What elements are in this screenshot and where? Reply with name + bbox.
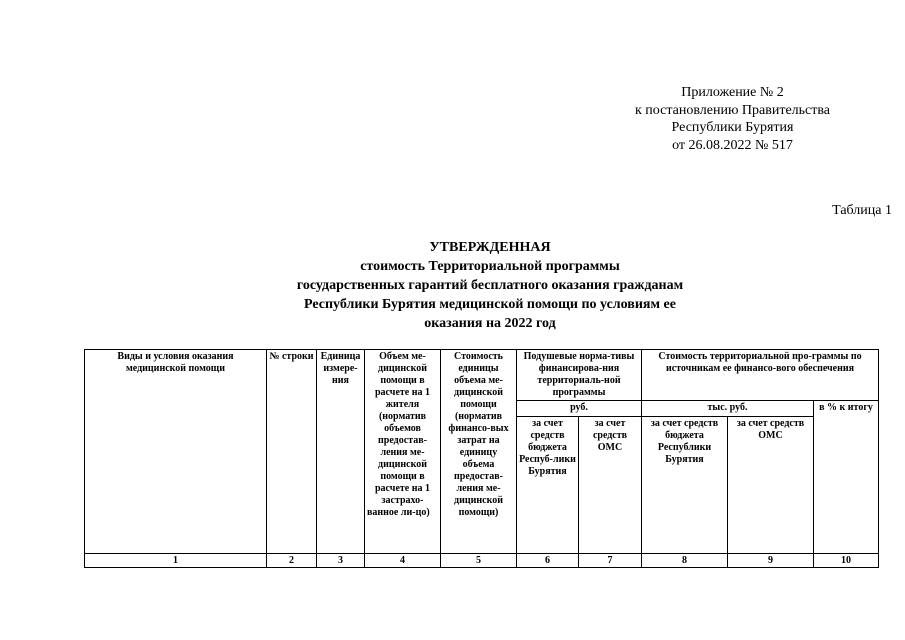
header-row-1 bbox=[85, 350, 879, 401]
column-number: 6 bbox=[517, 554, 579, 568]
header-volume: Объем ме-дицинской помощи в расчете на 1 жителя (норматив объемов предостав-ления ме-дицинской помощи в расчете на 1 застрахо-ванное ли-цо) bbox=[365, 350, 441, 554]
column-number: 5 bbox=[441, 554, 517, 568]
header-oms-thousand: за счет средств ОМС bbox=[728, 417, 814, 554]
column-number: 3 bbox=[317, 554, 365, 568]
title-line-4: Республики Бурятия медицинской помощи по условиям ее bbox=[304, 297, 676, 312]
header-care-type: Виды и условия оказания медицинской помощи bbox=[85, 350, 267, 554]
header-rub: руб. bbox=[517, 401, 642, 417]
title-line-1: УТВЕРЖДЕННАЯ bbox=[429, 240, 551, 255]
header-oms-rub: за счет средств ОМС bbox=[579, 417, 642, 554]
column-number: 4 bbox=[365, 554, 441, 568]
header-budget-thousand: за счет средств бюджета Республики Бурятия bbox=[642, 417, 728, 554]
column-number: 8 bbox=[642, 554, 728, 568]
cost-table bbox=[84, 349, 879, 568]
header-thousand-rub: тыс. руб. bbox=[642, 401, 814, 417]
column-number: 7 bbox=[579, 554, 642, 568]
annex-line-4: от 26.08.2022 № 517 bbox=[672, 137, 793, 153]
annex-block bbox=[560, 84, 905, 154]
header-budget-rub: за счет средств бюджета Респуб-лики Бурятия bbox=[517, 417, 579, 554]
column-number: 2 bbox=[267, 554, 317, 568]
column-number: 1 bbox=[85, 554, 267, 568]
title-line-3: государственных гарантий бесплатного оказания гражданам bbox=[296, 278, 684, 293]
title-line-5: оказания на 2022 год bbox=[424, 316, 556, 331]
header-program-cost: Стоимость территориальной про-граммы по источникам ее финансо-вого обеспечения bbox=[642, 350, 879, 401]
header-percent: в % к итогу bbox=[814, 401, 879, 554]
annex-line-3: Республики Бурятия bbox=[671, 120, 794, 135]
column-number-row bbox=[85, 554, 879, 568]
document-title bbox=[140, 238, 840, 333]
annex-line-1: Приложение № 2 bbox=[681, 85, 784, 100]
column-number: 9 bbox=[728, 554, 814, 568]
header-per-capita: Подушевые норма-тивы финансирова-ния территориаль-ной программы bbox=[517, 350, 642, 401]
header-unit-cost: Стоимость единицы объема ме-дицинской помощи (норматив финансо-вых затрат на единицу объема предостав-ления ме-дицинской помощи) bbox=[441, 350, 517, 554]
column-number: 10 bbox=[814, 554, 879, 568]
title-line-2: стоимость Территориальной программы bbox=[360, 259, 620, 274]
annex-line-2: к постановлению Правительства bbox=[634, 102, 831, 118]
table-label: Таблица 1 bbox=[832, 203, 892, 218]
header-row-number: № строки bbox=[267, 350, 317, 554]
header-unit: Единица измере-ния bbox=[317, 350, 365, 554]
